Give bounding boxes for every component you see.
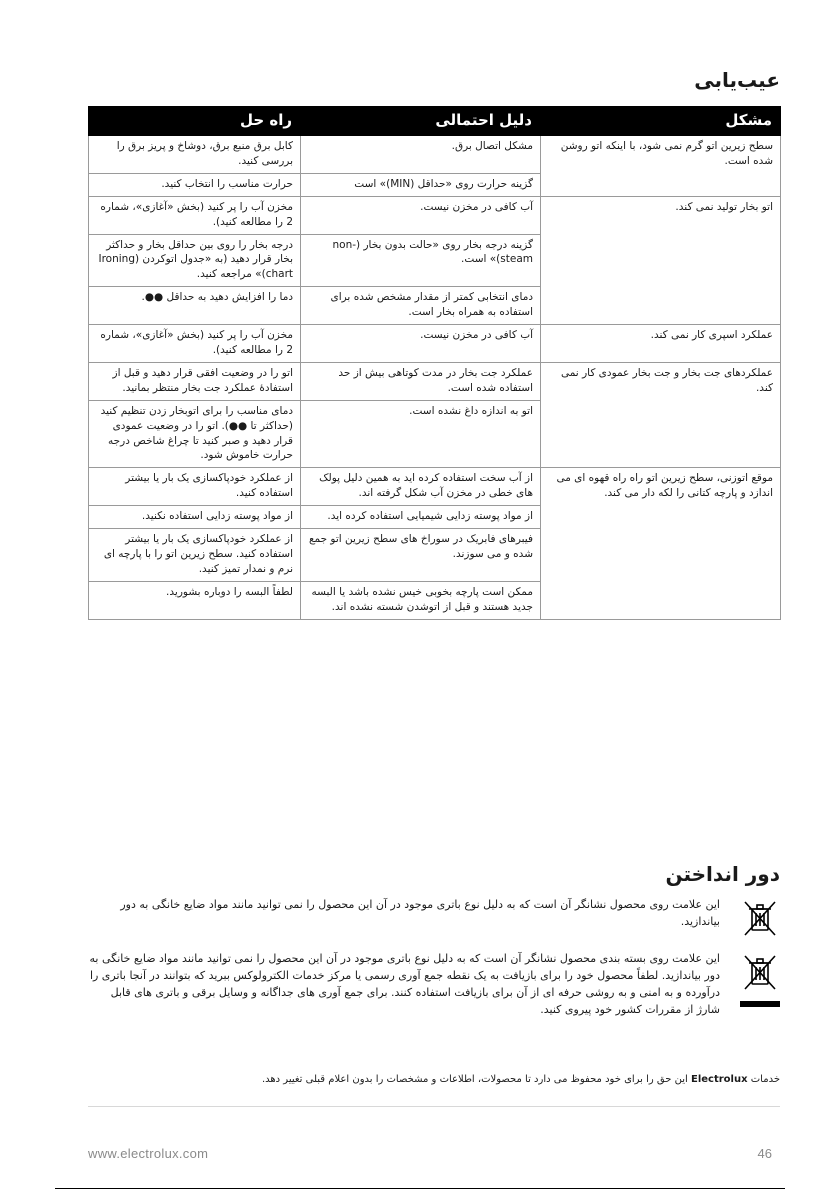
- solution-cell: مخزن آب را پر کنید (بخش «آغازی»، شماره 2 را مطالعه کنید).: [89, 325, 301, 363]
- solution-cell: دما را افزایش دهید به حداقل ●●.: [89, 287, 301, 325]
- disposal-item: [88, 896, 780, 930]
- cause-cell: گزینه درجه بخار روی «حالت بدون بخار (non-steam)» است.: [301, 234, 541, 287]
- page-number: 46: [757, 1146, 772, 1161]
- solution-cell: اتو را در وضعیت افقی قرار دهید و قبل از استفادۀ عملکرد جت بخار منتظر بمانید.: [89, 362, 301, 400]
- troubleshooting-table: [88, 106, 781, 620]
- problem-cell: موقع اتوزنی، سطح زیرین اتو راه راه قهوه ای می اندازد و پارچه کتانی را لکه دار می کند.: [541, 468, 781, 619]
- solution-cell: از عملکرد خودپاکسازی یک بار یا بیشتر استفاده کنید.: [89, 468, 301, 506]
- cause-cell: از مواد پوسته زدایی شیمیایی استفاده کرده اید.: [301, 506, 541, 529]
- cause-cell: مشکل اتصال برق.: [301, 136, 541, 174]
- disposal-item: [88, 950, 780, 1018]
- cause-cell: آب کافی در مخزن نیست.: [301, 196, 541, 234]
- disposal-text: این علامت روی بسته بندی محصول نشانگر آن است که به دلیل نوع باتری موجود در آن این محصول را نمی توانید مانند مواد ضایع خانگی به دور بیاندازید. لطفاً محصول خود را برای بازیافت به یک نقطه جمع آوری رسمی یا مرکز خدمات الکترولوکس ببرید که بتوانند در آنجا باتری را درآورده و به امنی و به روشی حرفه ای از آن برای بازیافت استفاده کنند. برای جمع آوری های جداگانه و وسایل برقی و باتری های قابل شارژ از مقررات کشور خود پیروی کنید.: [89, 952, 720, 1017]
- table-row: [89, 468, 781, 506]
- cause-cell: از آب سخت استفاده کرده اید به همین دلیل پولک های خطی در مخزن آب شکل گرفته اند.: [301, 468, 541, 506]
- solution-cell: از مواد پوسته زدایی استفاده نکنید.: [89, 506, 301, 529]
- brand-name: Electrolux: [691, 1074, 748, 1085]
- disposal-title: دور انداختن: [665, 862, 780, 886]
- disposal-text: این علامت روی محصول نشانگر آن است که به دلیل نوع باتری موجود در آن این محصول را نمی توانید مانند مواد ضایع خانگی به دور بیاندازید.: [120, 898, 720, 929]
- service-notice: [88, 1074, 780, 1085]
- crossed-out-bin-icon: [740, 898, 780, 943]
- solution-cell: دمای مناسب را برای اتوبخار زدن تنظیم کنید (حداکثر تا ●●). اتو را در وضعیت عمودی قرار دهید و صبر کنید تا چراغ شاخص درجه حرارت خاموش شود.: [89, 400, 301, 468]
- cause-cell: ممکن است پارچه بخوبی خیس نشده باشد یا البسه جدید هستند و قبل از اتوشدن شسته نشده اند.: [301, 581, 541, 619]
- cause-cell: اتو به اندازه داغ نشده است.: [301, 400, 541, 468]
- table-row: [89, 196, 781, 234]
- problem-cell: اتو بخار تولید نمی کند.: [541, 196, 781, 324]
- table-header-row: [89, 107, 781, 136]
- service-text: این حق را برای خود محفوظ می دارد تا محصولات، اطلاعات و مشخصات را بدون اعلام قبلی تغییر دهد.: [261, 1074, 688, 1085]
- solution-cell: درجه بخار را روی بین حداقل بخار و حداکثر بخار قرار دهید (به «جدول اتوکردن (Ironing chart)» مراجعه کنید.: [89, 234, 301, 287]
- problem-cell: عملکرد اسپری کار نمی کند.: [541, 325, 781, 363]
- cause-cell: فیبرهای فابریک در سوراخ های سطح زیرین اتو جمع شده و می سوزند.: [301, 529, 541, 582]
- table-row: [89, 325, 781, 363]
- service-prefix: خدمات: [750, 1074, 780, 1085]
- cause-cell: گزینه حرارت روی «حداقل (MIN)» است: [301, 173, 541, 196]
- problem-cell: سطح زیرین اتو گرم نمی شود، با اینکه اتو روشن شده است.: [541, 136, 781, 197]
- solid-bar-icon: [740, 1001, 780, 1007]
- solution-cell: حرارت مناسب را انتخاب کنید.: [89, 173, 301, 196]
- troubleshooting-title: عیب‌یابی: [694, 68, 780, 92]
- solution-cell: لطفاً البسه را دوباره بشورید.: [89, 581, 301, 619]
- solution-cell: کابل برق منبع برق، دوشاخ و پریز برق را بررسی کنید.: [89, 136, 301, 174]
- cause-cell: عملکرد جت بخار در مدت کوتاهی بیش از حد استفاده شده است.: [301, 362, 541, 400]
- table-row: [89, 362, 781, 400]
- table-row: [89, 136, 781, 174]
- header-solution: راه حل: [89, 107, 301, 136]
- footer-divider: [88, 1106, 780, 1107]
- crossed-out-bin-with-bar-icon: [740, 952, 780, 1007]
- solution-cell: از عملکرد خودپاکسازی یک بار یا بیشتر استفاده کنید. سطح زیرین اتو را با پارچه ای نرم و نمدار تمیز کنید.: [89, 529, 301, 582]
- cause-cell: دمای انتخابی کمتر از مقدار مشخص شده برای استفاده به همراه بخار است.: [301, 287, 541, 325]
- footer-url[interactable]: www.electrolux.com: [88, 1146, 209, 1161]
- header-problem: مشکل: [541, 107, 781, 136]
- problem-cell: عملکردهای جت بخار و جت بخار عمودی کار نمی کند.: [541, 362, 781, 467]
- cause-cell: آب کافی در مخزن نیست.: [301, 325, 541, 363]
- solution-cell: مخزن آب را پر کنید (بخش «آغازی»، شماره 2 را مطالعه کنید).: [89, 196, 301, 234]
- page-bottom-line: [55, 1188, 785, 1189]
- header-cause: دلیل احتمالی: [301, 107, 541, 136]
